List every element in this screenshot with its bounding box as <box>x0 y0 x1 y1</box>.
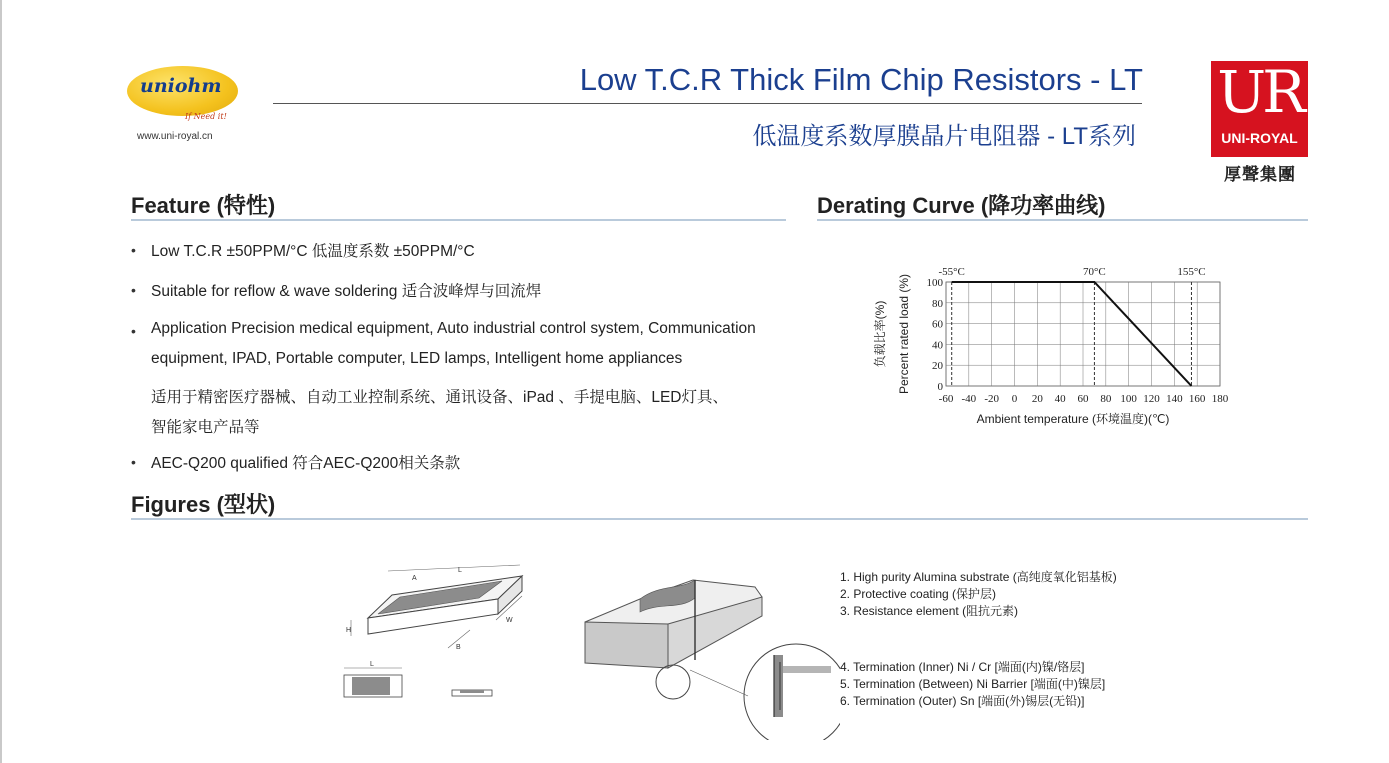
figures-divider <box>131 518 1308 520</box>
marker-label: 70°C <box>1083 266 1106 278</box>
feature-heading: Feature (特性) <box>131 193 276 218</box>
feature-item: Low T.C.R ±50PPM/°C 低温度系数 ±50PPM/°C <box>151 243 475 260</box>
y-tick-label: 100 <box>926 277 943 289</box>
page-title-cn: 低温度系数厚膜晶片电阻器 - LT系列 <box>752 123 1136 150</box>
bullet-dot: • <box>131 454 136 470</box>
feature-item: AEC-Q200 qualified 符合AEC-Q200相关条款 <box>151 455 461 472</box>
x-tick-label: 100 <box>1120 393 1137 405</box>
x-axis-label: Ambient temperature (环境温度)(℃) <box>976 412 1170 426</box>
legend-item: 1. High purity Alumina substrate (高纯度氧化铝基板) <box>840 570 1117 584</box>
legend-item: 6. Termination (Outer) Sn [端面(外)锡层(无铅)] <box>840 694 1085 708</box>
brand-letters: UR <box>1217 58 1302 126</box>
feature-divider <box>131 219 786 221</box>
marker-label: -55°C <box>938 266 965 278</box>
legend-item: 3. Resistance element (阻抗元素) <box>840 604 1019 618</box>
brand-name-cn: 厚聲集團 <box>1224 165 1296 185</box>
page-left-edge <box>0 0 2 763</box>
dim-label-L2: L <box>370 661 374 668</box>
logo-text: uniohm <box>140 75 222 97</box>
resistor-figure <box>330 550 840 740</box>
y-axis-label-cn: 负载比率(%) <box>873 300 887 368</box>
x-tick-label: 20 <box>1031 393 1043 405</box>
x-tick-label: 140 <box>1166 393 1183 405</box>
website-link[interactable]: www.uni-royal.cn <box>137 131 213 142</box>
x-tick-label: 180 <box>1211 393 1229 405</box>
y-tick-label: 60 <box>932 318 943 331</box>
bullet-dot: • <box>131 323 136 339</box>
cross-section-drawing <box>585 580 840 740</box>
legend-item: 2. Protective coating (保护层) <box>840 587 997 601</box>
y-tick-label: 80 <box>932 297 943 310</box>
x-tick-label: 120 <box>1143 393 1160 405</box>
x-tick-label: -60 <box>938 393 954 405</box>
bullet-dot: • <box>131 242 136 258</box>
feature-item: 适用于精密医疗器械、自动工业控制系统、通讯设备、iPad 、手提电脑、LED灯具、 <box>151 389 728 406</box>
legend-item: 4. Termination (Inner) Ni / Cr [端面(内)镍/铬层] <box>840 660 1085 674</box>
y-axis-label-en: Percent rated load (%) <box>897 273 911 395</box>
x-tick-label: -40 <box>961 393 977 405</box>
feature-item: Suitable for reflow & wave soldering 适合波峰焊与回流焊 <box>151 283 542 300</box>
figures-heading: Figures (型状) <box>131 492 276 517</box>
logo-tagline: If Need it! <box>185 112 227 121</box>
y-tick-label: 40 <box>932 339 943 352</box>
dim-label-L: L <box>458 567 462 574</box>
feature-item: equipment, IPAD, Portable computer, LED lamps, Intelligent home appliances <box>151 350 683 367</box>
dim-label-W: W <box>506 617 513 624</box>
x-tick-label: 80 <box>1100 393 1112 405</box>
dim-label-A: A <box>412 575 417 582</box>
derating-divider <box>817 219 1308 221</box>
x-tick-label: -20 <box>984 393 1000 405</box>
y-tick-label: 20 <box>932 360 943 373</box>
page-title-en: Low T.C.R Thick Film Chip Resistors - LT <box>579 62 1143 97</box>
feature-item: Application Precision medical equipment, Auto industrial control system, Communication <box>151 320 756 337</box>
brand-name: UNI-ROYAL <box>1221 130 1298 146</box>
dim-label-H: H <box>346 627 352 634</box>
bullet-dot: • <box>131 282 136 298</box>
marker-label: 155°C <box>1177 266 1206 278</box>
dim-label-B: B <box>456 644 461 651</box>
x-tick-label: 60 <box>1077 393 1089 405</box>
x-tick-label: 40 <box>1054 393 1066 405</box>
legend-item: 5. Termination (Between) Ni Barrier [端面(中)镍层] <box>840 677 1106 691</box>
feature-item: 智能家电产品等 <box>151 419 260 436</box>
derating-chart <box>860 258 1240 436</box>
y-tick-label: 0 <box>937 381 943 393</box>
chip-dimension-drawing <box>344 565 522 697</box>
x-tick-label: 160 <box>1188 393 1206 405</box>
x-tick-label: 0 <box>1011 393 1018 405</box>
title-divider <box>273 103 1142 104</box>
derating-heading: Derating Curve (降功率曲线) <box>817 193 1106 218</box>
